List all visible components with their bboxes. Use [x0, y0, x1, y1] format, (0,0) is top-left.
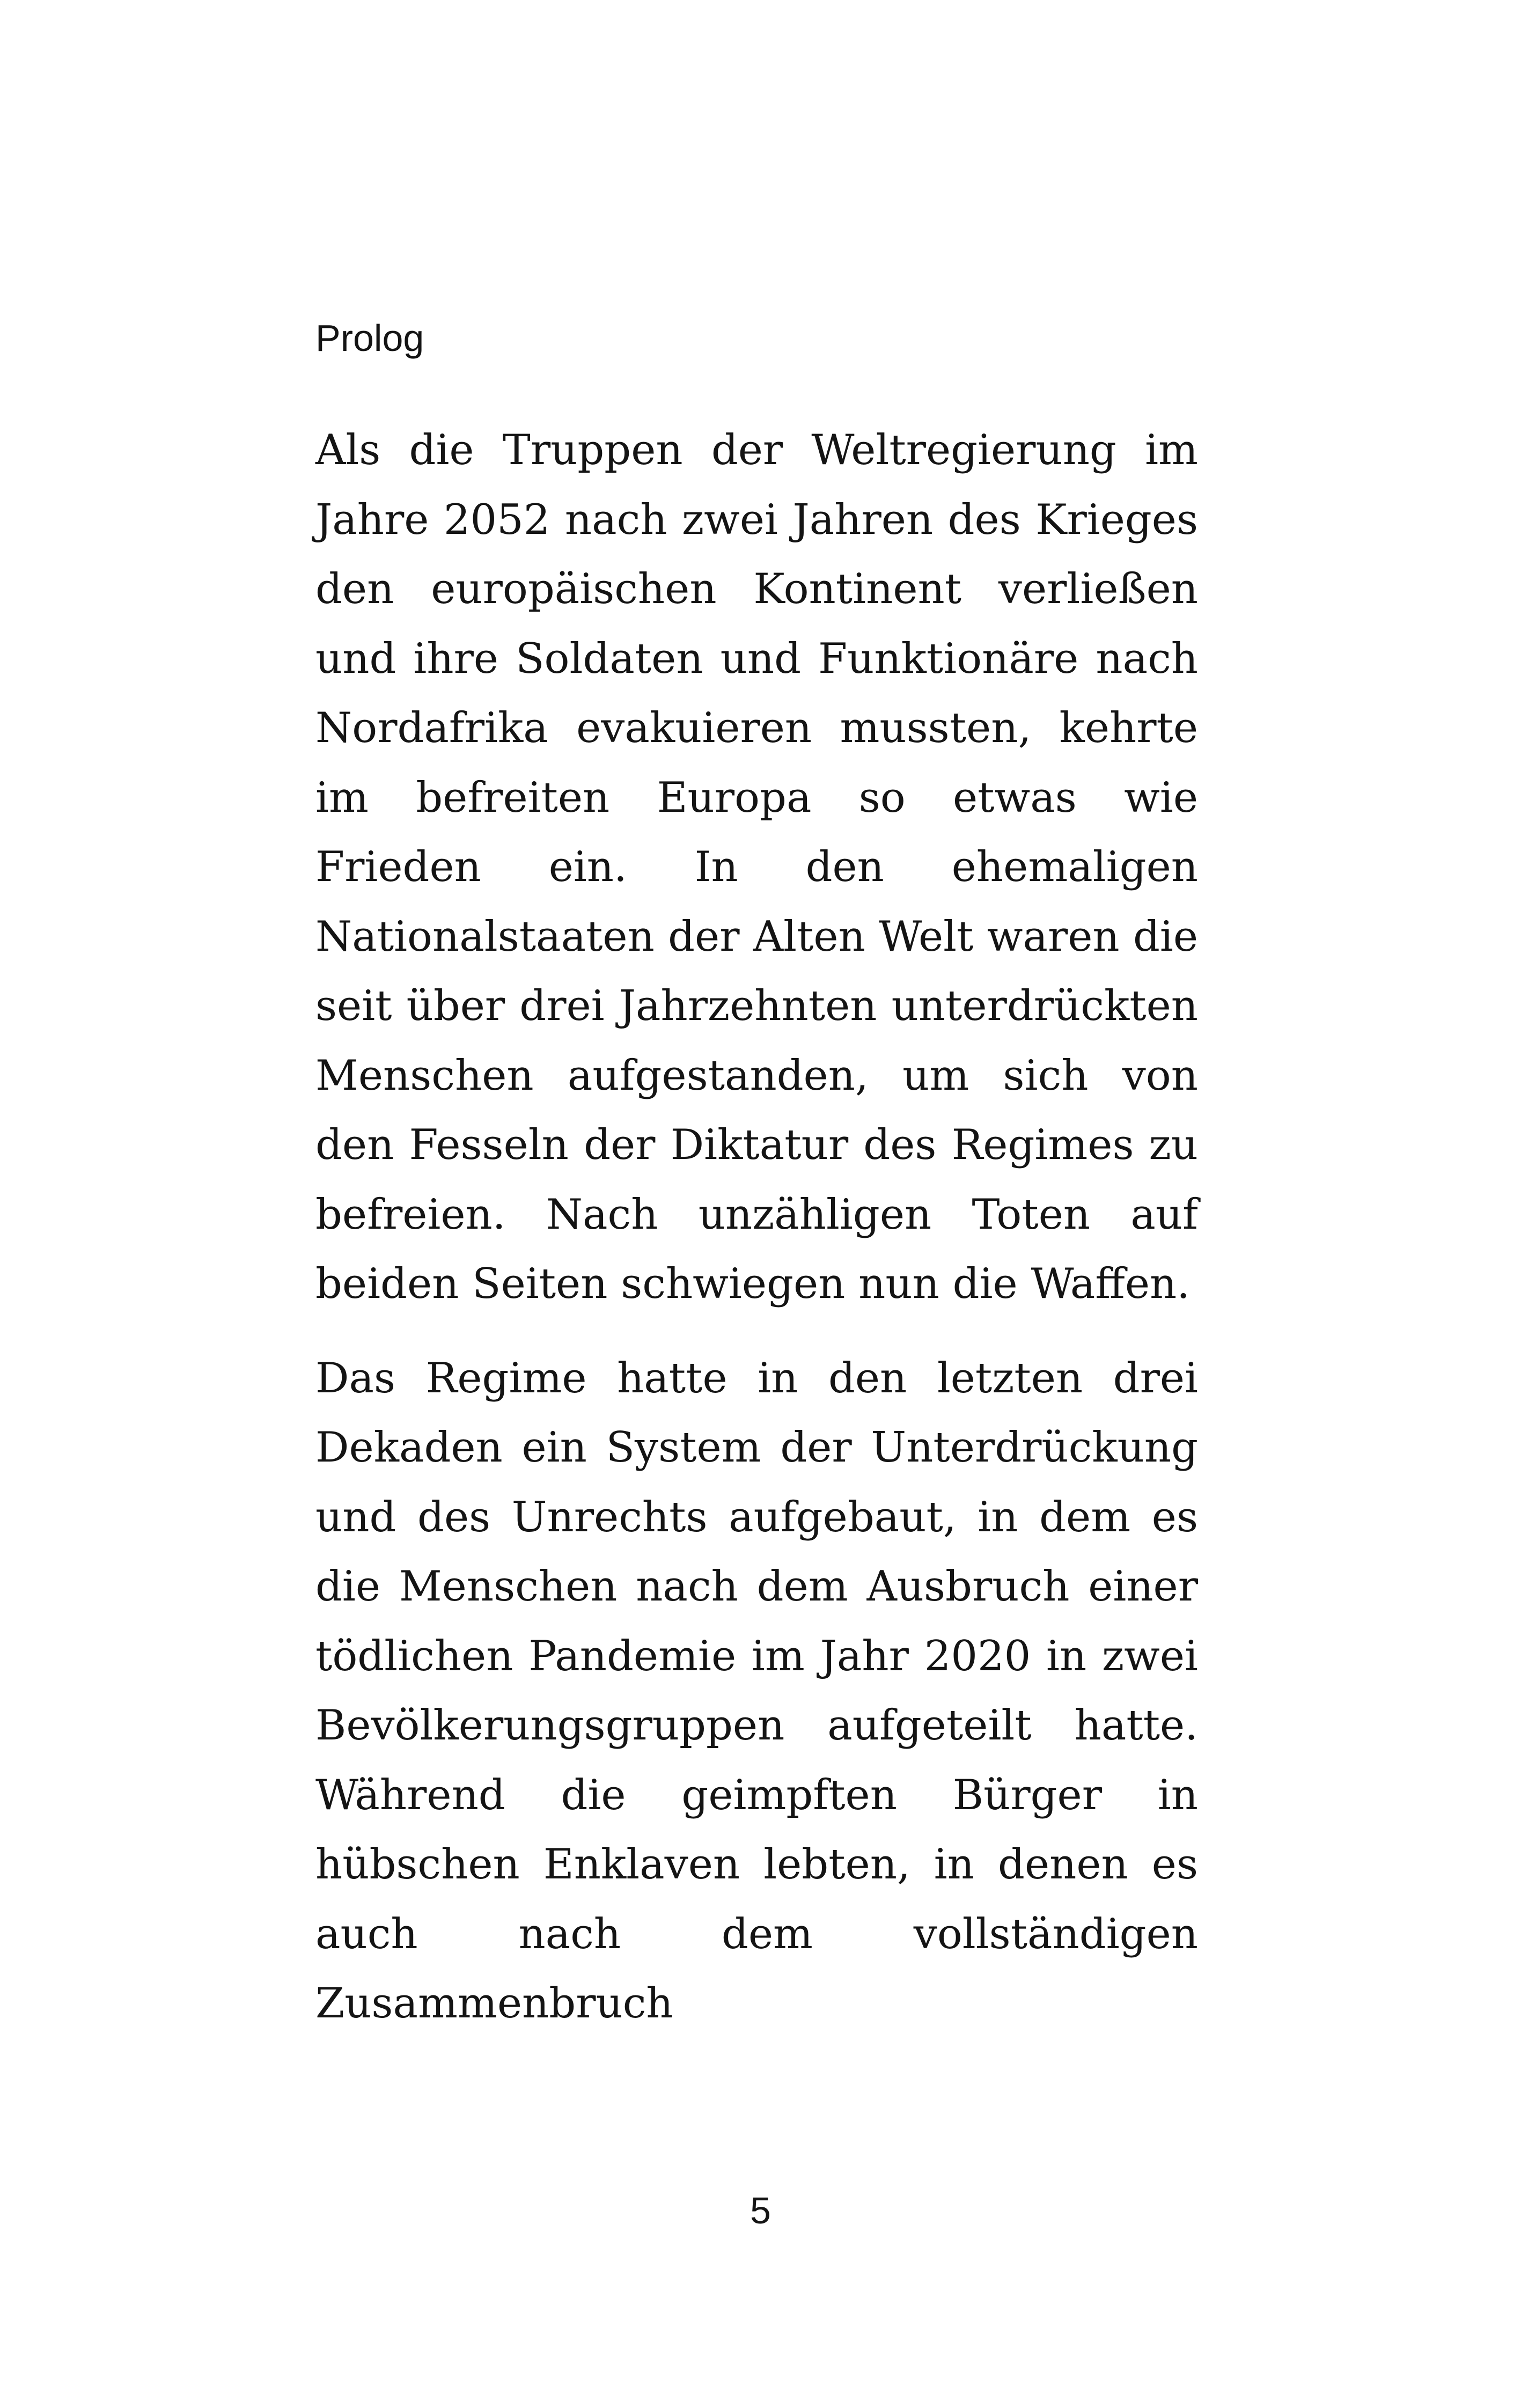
body-text	[315, 416, 1198, 2064]
paragraph: Als die Truppen der Weltregierung im Jahre 2052 nach zwei Jahren des Krieges den europäischen Kontinent verließen und ihre Soldaten und Funktionäre nach Nordafrika evakuieren mussten, kehrte im befreiten Europa so etwas wie Frieden ein. In den ehemaligen Nationalstaaten der Alten Welt waren die seit über drei Jahrzehnten unterdrückten Menschen aufgestanden, um sich von den Fesseln der Diktatur des Regimes zu befreien. Nach unzähligen Toten auf beiden Seiten schwiegen nun die Waffen.	[315, 426, 1198, 1308]
page-number: 5	[750, 2190, 771, 2231]
section-title: Prolog	[315, 317, 424, 359]
paragraph: Das Regime hatte in den letzten drei Dekaden ein System der Unterdrückung und des Unrechts aufgebaut, in dem es die Menschen nach dem Ausbruch einer tödlichen Pandemie im Jahr 2020 in zwei Bevölkerungsgruppen aufgeteilt hatte. Während die geimpften Bürger in hübschen Enklaven lebten, in denen es auch nach dem vollständigen Zusammenbruch	[315, 1354, 1198, 2028]
